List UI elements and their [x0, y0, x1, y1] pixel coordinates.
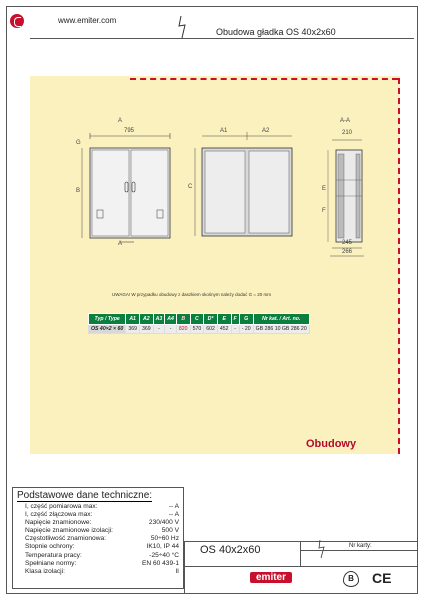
- cell-b: 820: [176, 325, 190, 334]
- cell-a4: -: [165, 325, 177, 334]
- section-mark-a-bottom: A: [118, 241, 123, 247]
- title-block-name: OS 40x2x60: [200, 544, 261, 556]
- col-a2: A2: [139, 314, 153, 325]
- side-mark-g: G: [76, 140, 81, 146]
- front-width-label: 795: [124, 128, 135, 134]
- cell-type: OS 40×2 × 60: [89, 325, 126, 334]
- ce-mark-icon: CE: [372, 570, 392, 586]
- front-view-drawing: [70, 120, 193, 250]
- col-g: G: [239, 314, 253, 325]
- dim-a1: A1: [220, 128, 228, 134]
- list-item: Spełniane normy: EN 60 439-1: [25, 559, 179, 567]
- cell-c: 570: [190, 325, 204, 334]
- side-section-drawing: [318, 120, 378, 260]
- mark-e: E: [322, 186, 327, 192]
- list-item: Temperatura pracy: -25÷40 °C: [25, 551, 179, 559]
- b-certificate-icon: B: [343, 571, 359, 587]
- card-number-label: Nr karty:: [349, 543, 372, 549]
- cell-d: 602: [204, 325, 218, 334]
- list-item: I, część złączowa max: -- A: [25, 511, 179, 519]
- rear-view-drawing: [192, 128, 302, 248]
- col-a1: A1: [126, 314, 140, 325]
- list-item: Klasa izolacji: II: [25, 567, 179, 575]
- col-type: Typ / Type: [89, 314, 126, 325]
- list-item: Napięcie znamionowe izolacji: 500 V: [25, 527, 179, 535]
- height-mark-b: B: [76, 188, 81, 194]
- col-e: E: [217, 314, 231, 325]
- list-item: Napięcie znamionowe: 230/400 V: [25, 519, 179, 527]
- tech-data-box: [12, 487, 184, 589]
- category-label: Obudowy: [306, 438, 357, 450]
- table-row: [89, 325, 310, 334]
- section-label-aa: A-A: [340, 118, 351, 124]
- dim-a2: A2: [262, 128, 270, 134]
- emiter-brand-logo: emiter: [250, 572, 292, 583]
- lightning-bolt-small-icon: [316, 540, 330, 558]
- tech-data-title: Podstawowe dane techniczne:: [17, 490, 153, 501]
- col-a4: A4: [165, 314, 177, 325]
- drawing-note: UWAGA! W przypadku obudowy z daszkiem skośnym należy dodać G = 20 mm: [112, 292, 272, 297]
- title-block-divider-inner: [300, 550, 418, 551]
- cell-a1: 369: [126, 325, 140, 334]
- side-top-dim: 210: [342, 130, 353, 136]
- emiter-logo-icon: [10, 14, 24, 28]
- mark-f: F: [322, 208, 326, 214]
- cell-g: - 20: [239, 325, 253, 334]
- red-dashed-border-right: [398, 78, 400, 454]
- list-item: I, część pomiarowa max: -- A: [25, 503, 179, 510]
- title-block-divider-vertical: [300, 541, 301, 566]
- cell-e: 452: [217, 325, 231, 334]
- cell-art-no: GB 286 10 GB 286 20: [253, 325, 309, 334]
- col-f: F: [231, 314, 239, 325]
- header-divider: [30, 38, 414, 39]
- side-bottom-dim-2: 266: [342, 249, 353, 255]
- col-d: D*: [204, 314, 218, 325]
- height-mark-c: C: [188, 184, 193, 190]
- list-item: Częstotliwość znamionowa: 50÷60 Hz: [25, 535, 179, 543]
- cell-a2: 369: [139, 325, 153, 334]
- col-art-no: Nr kat. / Art. no.: [253, 314, 309, 325]
- spec-table-header-row: [89, 314, 310, 325]
- sheet-title: Obudowa gładka OS 40x2x60: [216, 27, 336, 37]
- cell-f: -: [231, 325, 239, 334]
- spec-table: [88, 313, 310, 334]
- website-url[interactable]: www.emiter.com: [58, 16, 117, 25]
- col-a3: A3: [153, 314, 165, 325]
- col-c: C: [190, 314, 204, 325]
- lightning-bolt-icon: [175, 16, 195, 38]
- red-dashed-border-top: [130, 78, 398, 80]
- cell-a3: -: [153, 325, 165, 334]
- list-item: Stopnie ochrony: IK10, IP 44: [25, 543, 179, 551]
- side-bottom-dim-1: 245: [342, 240, 353, 246]
- col-b: B: [176, 314, 190, 325]
- title-block-divider: [184, 566, 418, 567]
- section-mark-a-top: A: [118, 118, 123, 124]
